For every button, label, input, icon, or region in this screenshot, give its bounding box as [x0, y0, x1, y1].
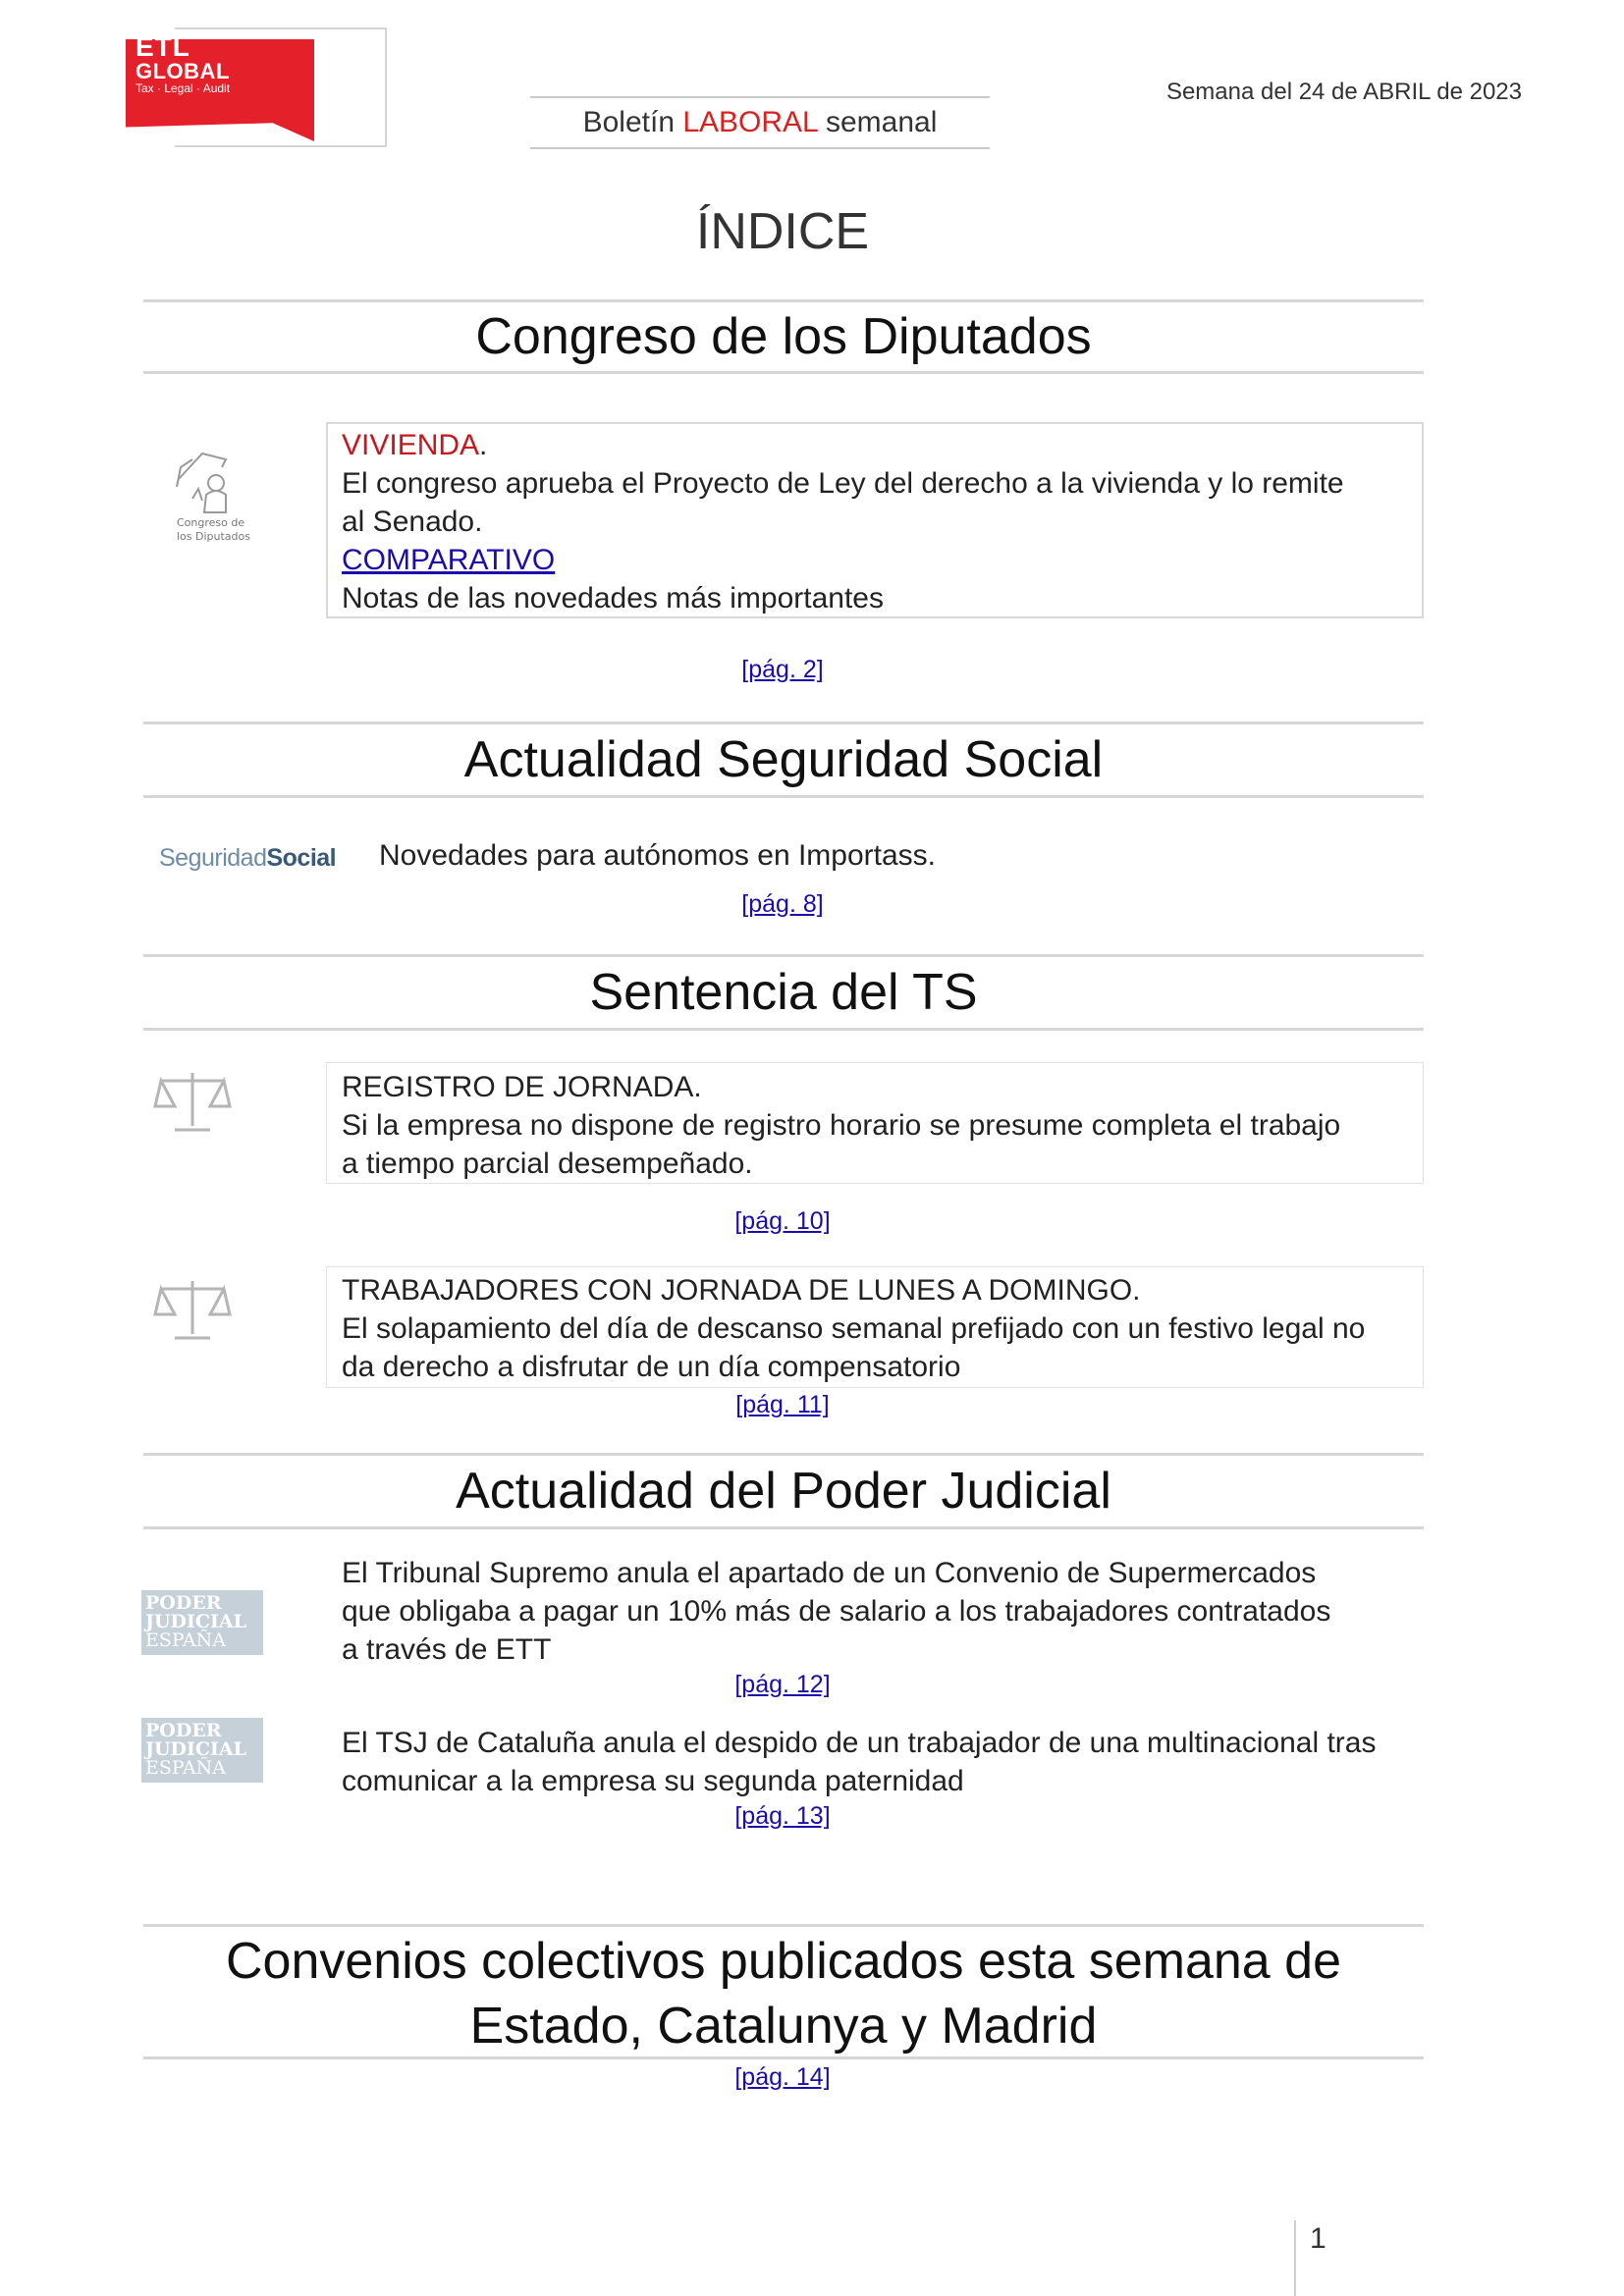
ss-logo-light: Seguridad — [159, 844, 267, 872]
page-link-12[interactable]: [pág. 12] — [734, 1671, 831, 1698]
etl-logo-text — [135, 33, 230, 94]
page-link-13[interactable]: [pág. 13] — [734, 1802, 831, 1830]
congreso-item-line-2: al Senado. — [342, 506, 483, 538]
sentencia-item2-line-1: El solapamiento del día de descanso semanal prefijado con un festivo legal no — [342, 1312, 1366, 1345]
week-date: Semana del 24 de ABRIL de 2023 — [1165, 79, 1522, 105]
poder-judicial-logo — [141, 1718, 263, 1783]
judicial-item1-line-1: El Tribunal Supremo anula el apartado de un Convenio de Supermercados — [342, 1557, 1317, 1589]
seguridad-text: Novedades para autónomos en Importass. — [379, 839, 936, 872]
congreso-comparativo — [342, 541, 555, 579]
page-number: 1 — [1310, 2222, 1326, 2255]
page-link-14[interactable]: [pág. 14] — [734, 2063, 831, 2091]
congreso-logo-line-1: Congreso de — [177, 516, 245, 529]
congreso-logo-line-2: los Diputados — [177, 530, 250, 543]
sentencia-item2-title: TRABAJADORES CON JORNADA DE LUNES A DOMINGO. — [342, 1274, 1141, 1307]
logo-line-1: ETL — [135, 31, 190, 62]
congreso-notes: Notas de las novedades más importantes — [342, 582, 884, 614]
judicial-item2-line-2: comunicar a la empresa su segunda paternidad — [342, 1765, 964, 1797]
vivienda-title: VIVIENDA — [342, 429, 480, 461]
ss-logo-bold: Social — [266, 844, 337, 872]
pj-logo-line-2: JUDICIAL — [145, 1738, 247, 1760]
judicial-item2-line-1: El TSJ de Cataluña anula el despido de un trabajador de una multinacional tras — [342, 1727, 1377, 1759]
section-heading-congreso: Congreso de los Diputados — [143, 299, 1424, 374]
judicial-item1-line-3: a través de ETT — [342, 1633, 552, 1666]
section-heading-sentencia: Sentencia del TS — [143, 954, 1424, 1031]
comparativo-link[interactable]: COMPARATIVO — [342, 544, 556, 576]
congreso-item-title — [342, 426, 487, 464]
section-heading-convenios — [143, 1924, 1424, 2059]
page-link-10[interactable]: [pág. 10] — [734, 1207, 831, 1235]
bulletin-post: semanal — [817, 106, 938, 138]
bulletin-title — [530, 96, 990, 149]
pj-logo-line-3: ESPAÑA — [145, 1757, 226, 1779]
pj-logo-line-1: PODER — [145, 1592, 222, 1614]
pj-logo-line-1: PODER — [145, 1720, 222, 1741]
pj-logo-line-2: JUDICIAL — [145, 1611, 247, 1632]
bulletin-red: LABORAL — [682, 106, 818, 138]
convenios-title-line-2: Estado, Catalunya y Madrid — [469, 1998, 1098, 2055]
logo-line-3: Tax · Legal · Audit — [135, 81, 231, 95]
pj-logo-line-3: ESPAÑA — [145, 1629, 226, 1651]
scales-of-justice-icon — [153, 1273, 232, 1344]
section-heading-seguridad: Actualidad Seguridad Social — [143, 721, 1424, 798]
scales-of-justice-icon — [153, 1065, 232, 1136]
seguridad-social-logo — [159, 844, 336, 873]
section-heading-judicial: Actualidad del Poder Judicial — [143, 1453, 1424, 1529]
page-link-11[interactable]: [pág. 11] — [735, 1391, 830, 1418]
footer-divider — [1294, 2220, 1296, 2296]
poder-judicial-logo — [141, 1590, 263, 1655]
sentencia-item1-line-2: a tiempo parcial desempeñado. — [342, 1148, 753, 1180]
page-link-2[interactable]: [pág. 2] — [741, 656, 824, 683]
page-link-8[interactable]: [pág. 8] — [741, 890, 824, 918]
sentencia-item1-title: REGISTRO DE JORNADA. — [342, 1071, 702, 1103]
judicial-item1-line-2: que obligaba a pagar un 10% más de salario a los trabajadores contratados — [342, 1595, 1331, 1628]
vivienda-dot: . — [479, 429, 488, 461]
congreso-emblem-icon — [167, 440, 255, 548]
index-title: ÍNDICE — [695, 203, 870, 260]
congreso-item-line-1: El congreso aprueba el Proyecto de Ley del derecho a la vivienda y lo remite — [342, 467, 1344, 500]
sentencia-item1-line-1: Si la empresa no dispone de registro horario se presume completa el trabajo — [342, 1109, 1341, 1142]
bulletin-pre: Boletín — [582, 106, 683, 138]
logo-line-2: GLOBAL — [135, 59, 230, 83]
sentencia-item2-line-2: da derecho a disfrutar de un día compensatorio — [342, 1351, 961, 1383]
convenios-title-line-1: Convenios colectivos publicados esta semana de — [225, 1933, 1341, 1990]
